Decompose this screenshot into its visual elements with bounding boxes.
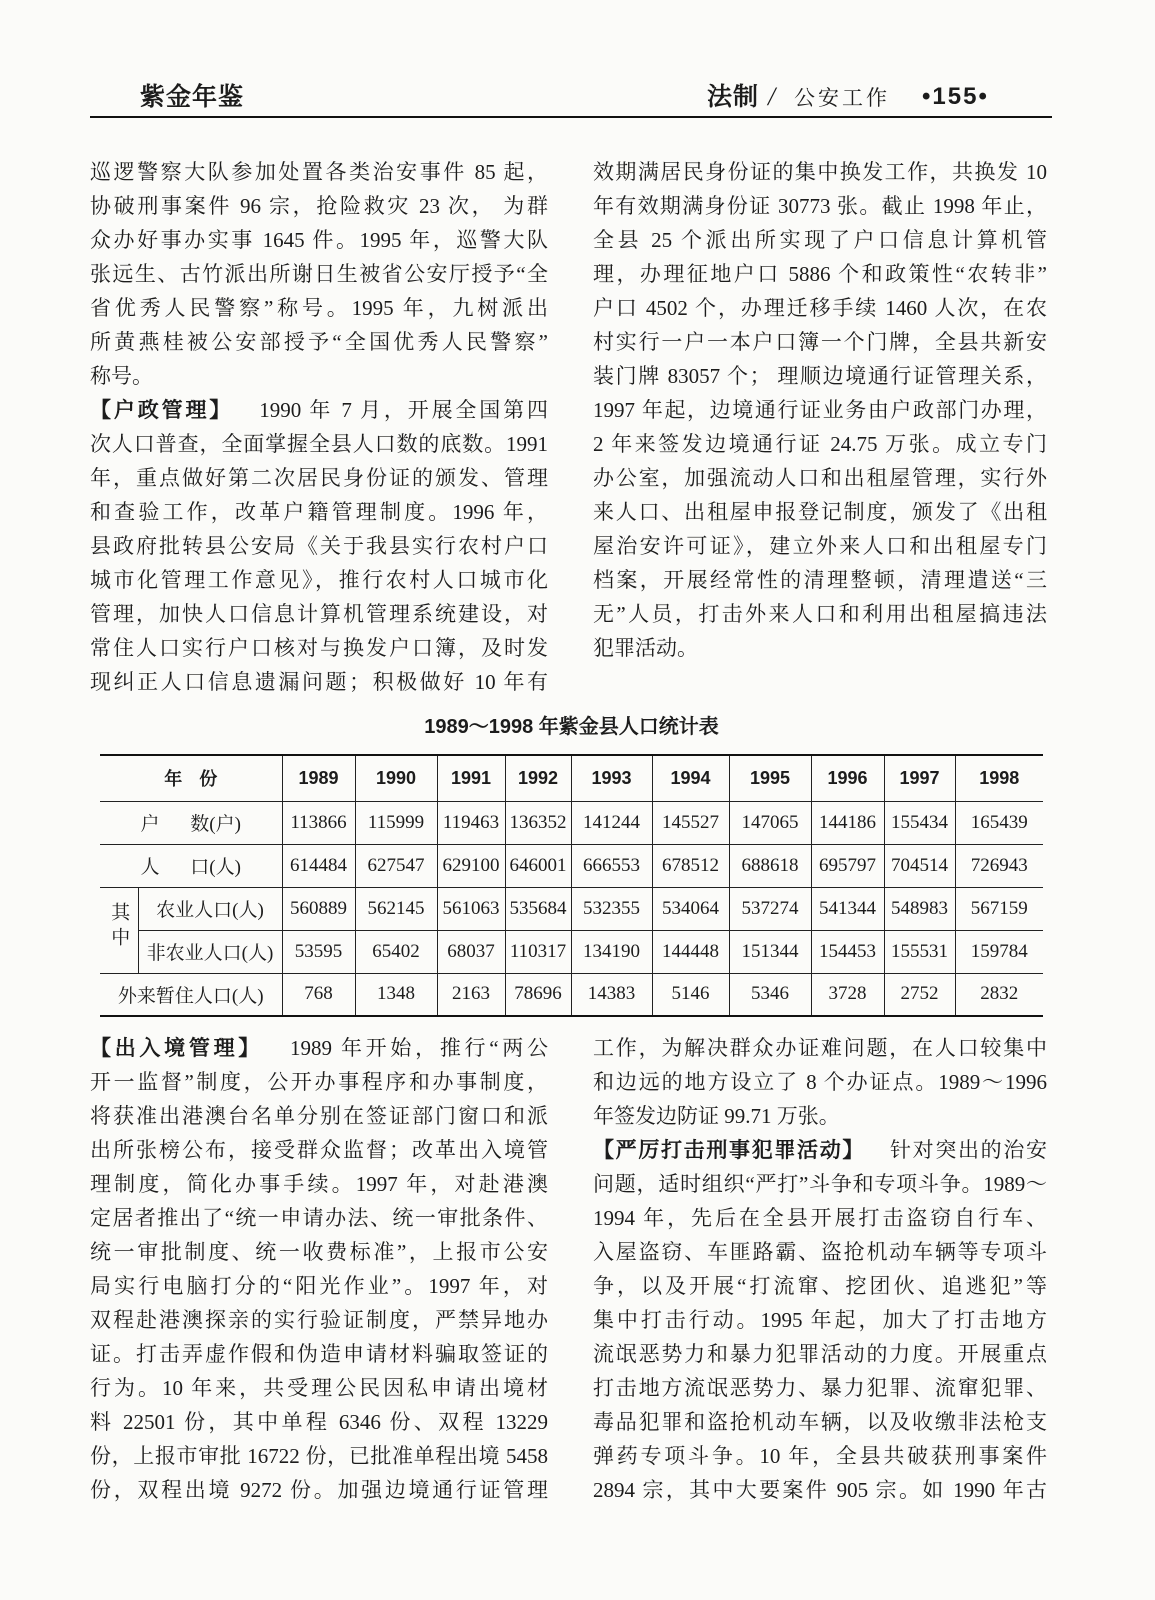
text-run: 1990 年 7 月，开展全国第四 [259, 398, 549, 422]
table-cell: 532355 [571, 887, 652, 930]
row-label: 非农业人口(人) [138, 930, 282, 973]
upper-left-column [90, 155, 548, 699]
table-cell: 119463 [437, 801, 505, 844]
table-cell: 115999 [355, 801, 437, 844]
subsection-title: 公安工作 [794, 86, 890, 110]
table-cell: 567159 [955, 887, 1043, 930]
section-heading: 【出入境管理】 [90, 1037, 264, 1060]
table-cell: 537274 [729, 887, 811, 930]
text-line: 户口 4502 个，办理迁移手续 1460 人次，在农 [593, 296, 1047, 320]
text-line: 犯罪活动。 [593, 636, 698, 660]
text-line: 流氓恶势力和暴力犯罪活动的力度。开展重点 [593, 1342, 1047, 1366]
year-cell: 1994 [652, 755, 729, 801]
section-title: 法制 [707, 83, 760, 111]
table-cell: 5146 [652, 973, 729, 1016]
text-line: 证。打击弄虚作假和伪造申请材料骗取签证的 [90, 1342, 548, 1366]
text-line: 局实行电脑打分的“阳光作业”。1997 年，对 [90, 1274, 548, 1298]
text-line: 城市化管理工作意见》，推行农村人口城市化 [90, 568, 548, 592]
text-line: 将获准出港澳台名单分别在签证部门窗口和派 [90, 1104, 548, 1128]
text-line: 众办好事办实事 1645 件。1995 年，巡警大队 [90, 228, 548, 252]
text-line: 1997 年起，边境通行证业务由户政部门办理， [593, 398, 1047, 422]
year-cell: 1990 [355, 755, 437, 801]
text-line: 所黄燕桂被公安部授予“全国优秀人民警察” [90, 330, 548, 354]
text-line: 全县 25 个派出所实现了户口信息计算机管 [593, 228, 1047, 252]
section-heading: 【严厉打击刑事犯罪活动】 [593, 1139, 866, 1162]
row-label: 农业人口(人) [138, 887, 282, 930]
table-title: 1989～1998 年紫金县人口统计表 [424, 716, 719, 738]
text-line: 弹药专项斗争。10 年，全县共破获刑事案件 [593, 1444, 1047, 1468]
table-cell: 5346 [729, 973, 811, 1016]
paragraph [90, 393, 548, 699]
table-cell: 155531 [884, 930, 955, 973]
table-header-row [100, 755, 1043, 801]
table-cell: 646001 [505, 844, 571, 887]
table-cell: 155434 [884, 801, 955, 844]
year-cell: 1997 [884, 755, 955, 801]
table-cell: 534064 [652, 887, 729, 930]
header-rule [90, 116, 1052, 118]
paragraph [593, 155, 1047, 665]
text-line: 定居者推出了“统一申请办法、统一审批条件、 [90, 1206, 548, 1230]
table-cell: 695797 [811, 844, 884, 887]
text-line: 屋治安许可证》，建立外来人口和出租屋专门 [593, 534, 1047, 558]
text-line: 县政府批转县公安局《关于我县实行农村户口 [90, 534, 548, 558]
row-label: 户 数(户) [100, 801, 282, 844]
lower-left-column [90, 1031, 548, 1507]
paragraph [593, 1031, 1047, 1133]
table-cell: 535684 [505, 887, 571, 930]
text-line: 理制度，简化办事手续。1997 年，对赴港澳 [90, 1172, 548, 1196]
table-cell: 53595 [282, 930, 355, 973]
text-line: 毒品犯罪和盗抢机动车辆，以及收缴非法枪支 [593, 1410, 1047, 1434]
text-line: 份，上报市审批 16722 份，已批准单程出境 5458 [90, 1444, 548, 1468]
table-cell: 2752 [884, 973, 955, 1016]
upper-right-column [593, 155, 1047, 665]
text-line: 统一审批制度、统一收费标准”，上报市公安 [90, 1240, 548, 1264]
text-line: 年，重点做好第二次居民身份证的颁发、管理 [90, 466, 548, 490]
table-cell: 136352 [505, 801, 571, 844]
text-line: 1994 年，先后在全县开展打击盗窃自行车、 [593, 1206, 1047, 1230]
table-cell: 629100 [437, 844, 505, 887]
text-run: 1989 年开始，推行“两公 [289, 1036, 548, 1060]
table-cell: 561063 [437, 887, 505, 930]
table-cell: 78696 [505, 973, 571, 1016]
text-line: 份，双程出境 9272 份。加强边境通行证管理 [90, 1478, 548, 1502]
text-line: 出所张榜公布，接受群众监督；改革出入境管 [90, 1138, 548, 1162]
year-cell: 1991 [437, 755, 505, 801]
lower-right-column [593, 1031, 1047, 1507]
table-cell: 1348 [355, 973, 437, 1016]
paragraph [593, 1133, 1047, 1507]
text-line: 效期满居民身份证的集中换发工作，共换发 10 [593, 160, 1047, 184]
year-header-cell: 年 份 [100, 755, 282, 801]
text-line: 争，以及开展“打流窜、挖团伙、追逃犯”等 [593, 1274, 1047, 1298]
text-line: 次人口普查，全面掌握全县人口数的底数。1991 [90, 432, 548, 456]
table-cell: 165439 [955, 801, 1043, 844]
table-cell: 704514 [884, 844, 955, 887]
text-line: 常住人口实行户口核对与换发户口簿，及时发 [90, 636, 548, 660]
text-line: 张远生、古竹派出所谢日生被省公安厅授予“全 [90, 262, 548, 286]
group-label-cell [100, 887, 138, 973]
table-cell: 68037 [437, 930, 505, 973]
text-line [90, 393, 548, 427]
table-cell: 562145 [355, 887, 437, 930]
text-line: 开一监督”制度，公开办事程序和办事制度， [90, 1070, 548, 1094]
table-cell: 3728 [811, 973, 884, 1016]
row-label: 人 口(人) [100, 844, 282, 887]
table-cell: 614484 [282, 844, 355, 887]
group-label: 其中 [108, 902, 130, 952]
table-cell: 2163 [437, 973, 505, 1016]
text-line: 双程赴港澳探亲的实行验证制度，严禁异地办 [90, 1308, 548, 1332]
text-line: 巡逻警察大队参加处置各类治安事件 85 起， [90, 160, 548, 184]
year-cell: 1993 [571, 755, 652, 801]
population-table [100, 754, 1043, 1017]
text-line: 2 年来签发边境通行证 24.75 万张。成立专门 [593, 432, 1047, 456]
text-line [593, 1133, 1047, 1167]
text-line: 装门牌 83057 个； 理顺边境通行证管理关系， [593, 364, 1047, 388]
text-line: 2894 宗，其中大要案件 905 宗。如 1990 年古 [593, 1478, 1047, 1502]
text-line: 工作，为解决群众办证难问题，在人口较集中 [593, 1036, 1047, 1060]
text-line: 档案，开展经常性的清理整顿，清理遣送“三 [593, 568, 1047, 592]
table-row [100, 887, 1043, 930]
text-line: 和边远的地方设立了 8 个办证点。1989～1996 [593, 1070, 1047, 1094]
year-cell: 1992 [505, 755, 571, 801]
text-line: 集中打击行动。1995 年起，加大了打击地方 [593, 1308, 1047, 1332]
text-line: 入屋盗窃、车匪路霸、盗抢机动车辆等专项斗 [593, 1240, 1047, 1264]
text-line: 问题，适时组织“严打”斗争和专项斗争。1989～ [593, 1172, 1047, 1196]
text-line: 现纠正人口信息遗漏问题；积极做好 10 年有 [90, 670, 548, 694]
table-cell: 110317 [505, 930, 571, 973]
table-cell: 145527 [652, 801, 729, 844]
table-cell: 560889 [282, 887, 355, 930]
table-cell: 113866 [282, 801, 355, 844]
book-title: 紫金年鉴 [140, 83, 245, 111]
paragraph [90, 155, 548, 393]
text-line: 省优秀人民警察”称号。1995 年，九树派出 [90, 296, 548, 320]
table-row [100, 930, 1043, 973]
text-line [90, 1031, 548, 1065]
text-run: 针对突出的治安 [889, 1138, 1048, 1162]
text-line: 打击地方流氓恶势力、暴力犯罪、流窜犯罪、 [593, 1376, 1047, 1400]
text-line: 办公室，加强流动人口和出租屋管理，实行外 [593, 466, 1047, 490]
row-label: 外来暂住人口(人) [100, 973, 282, 1016]
table-cell: 2832 [955, 973, 1043, 1016]
table-cell: 678512 [652, 844, 729, 887]
section-heading: 【户政管理】 [90, 399, 234, 422]
text-line: 行为。10 年来，共受理公民因私申请出境材 [90, 1376, 548, 1400]
table-row [100, 973, 1043, 1016]
text-line: 管理，加快人口信息计算机管理系统建设，对 [90, 602, 548, 626]
table-cell: 144448 [652, 930, 729, 973]
text-line: 理，办理征地户口 5886 个和政策性“农转非” [593, 262, 1047, 286]
table-cell: 154453 [811, 930, 884, 973]
year-cell: 1998 [955, 755, 1043, 801]
year-cell: 1995 [729, 755, 811, 801]
table-cell: 65402 [355, 930, 437, 973]
table-cell: 147065 [729, 801, 811, 844]
text-line: 来人口、出租屋申报登记制度，颁发了《出租 [593, 500, 1047, 524]
text-line: 称号。 [90, 364, 153, 388]
text-line: 料 22501 份，其中单程 6346 份、双程 13229 [90, 1410, 548, 1434]
text-line: 年有效期满身份证 30773 张。截止 1998 年止， [593, 194, 1047, 218]
table-row [100, 801, 1043, 844]
table-cell: 688618 [729, 844, 811, 887]
year-cell: 1996 [811, 755, 884, 801]
table-cell: 141244 [571, 801, 652, 844]
table-cell: 144186 [811, 801, 884, 844]
text-line: 和查验工作，改革户籍管理制度。1996 年， [90, 500, 548, 524]
text-line: 村实行一户一本户口簿一个门牌，全县共新安 [593, 330, 1047, 354]
table-cell: 14383 [571, 973, 652, 1016]
paragraph [90, 1031, 548, 1507]
header-separator: / [768, 82, 776, 111]
table-cell: 134190 [571, 930, 652, 973]
table-cell: 726943 [955, 844, 1043, 887]
page-number: •155• [922, 83, 989, 110]
table-cell: 151344 [729, 930, 811, 973]
table-cell: 627547 [355, 844, 437, 887]
table-row [100, 844, 1043, 887]
table-cell: 768 [282, 973, 355, 1016]
year-cell: 1989 [282, 755, 355, 801]
table-cell: 666553 [571, 844, 652, 887]
text-line: 协破刑事案件 96 宗，抢险救灾 23 次， 为群 [90, 194, 548, 218]
table-cell: 541344 [811, 887, 884, 930]
table-cell: 159784 [955, 930, 1043, 973]
table-cell: 548983 [884, 887, 955, 930]
text-line: 年签发边防证 99.71 万张。 [593, 1104, 840, 1128]
text-line: 无”人员，打击外来人口和利用出租屋搞违法 [593, 602, 1047, 626]
